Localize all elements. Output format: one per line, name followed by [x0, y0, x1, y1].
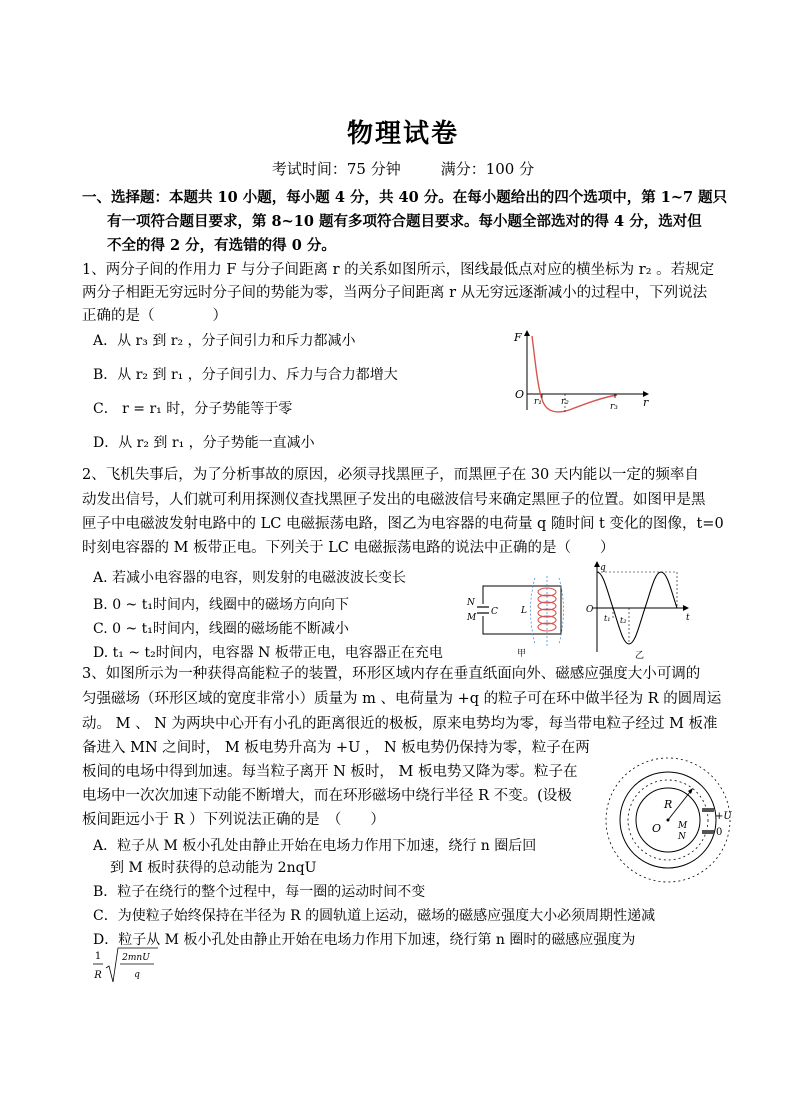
q1-option-a: A．从 r₃ 到 r₂ ，分子间引力和斥力都减小: [93, 333, 356, 349]
q3-stem-line5: 板间的电场中得到加速。每当粒子离开 N 板时， M 板电势又降为零。粒子在: [82, 764, 578, 780]
q1-origin: O: [515, 388, 525, 401]
q2-option-d: D. t₁ ~ t₂时间内，电容器 N 板带正电，电容器正在充电: [93, 645, 443, 661]
q1-option-b: B．从 r₂ 到 r₁ ，分子间引力、斥力与合力都增大: [93, 367, 398, 383]
section-heading-line3: 不全的得 2 分，有选错的得 0 分。: [107, 237, 336, 254]
q2-caption-yi: 乙: [635, 651, 645, 660]
q3-option-a-line2: 到 M 板时获得的总动能为 2nqU: [110, 860, 317, 876]
q3-label-N: N: [678, 832, 686, 842]
q2-stem-line2: 动发出信号，人们就可利用探测仪查找黑匣子发出的电磁波信号来确定黑匣子的位置。如图甲是黑: [82, 492, 706, 508]
page-title: 物理试卷: [346, 119, 459, 149]
q2-origin: O: [586, 605, 594, 615]
q1-option-c: C． r = r₁ 时，分子势能等于零: [93, 401, 293, 417]
section-heading-line2: 有一项符合题目要求，第 8~10 题有多项符合题目要求。每小题全部选对的得 4 分，选对但: [107, 213, 702, 230]
q3-label-R: R: [664, 798, 673, 811]
q2-label-M: M: [467, 613, 477, 623]
q2-option-c: C. 0 ~ t₁时间内，线圈的磁场能不断减小: [93, 621, 349, 637]
exam-time: 考试时间：75 分钟: [271, 160, 401, 178]
q2-stem-line4: 时刻电容器的 M 板带正电。下列关于 LC 电磁振荡电路的说法中正确的是（ ）: [82, 540, 615, 556]
q2-caption-jia: 甲: [517, 649, 527, 658]
q2-axis-q: q: [600, 563, 606, 573]
q2-label-N: N: [467, 598, 475, 608]
q2-option-b: B. 0 ~ t₁时间内，线圈中的磁场方向向下: [93, 597, 349, 613]
q3-stem-line7: 板间距远小于 R ）下列说法正确的是 （ ）: [82, 812, 385, 828]
q3-label-zero: 0: [716, 827, 723, 838]
q3-option-d: D．粒子从 M 板小孔处由静止开始在电场力作用下加速，绕行第 n 圈时的磁感应强度为: [93, 932, 636, 948]
q3-accelerator-diagram: [598, 750, 738, 890]
q3-stem-line4: 备进入 MN 之间时， M 板电势升高为 +U ， N 板电势仍保持为零，粒子在两: [82, 740, 590, 756]
q3-label-M: M: [678, 821, 688, 831]
formula-sqrt-numerator: 2mnU: [122, 953, 150, 963]
q3-label-O: O: [652, 822, 662, 835]
q1-option-d: D．从 r₂ 到 r₁ ，分子势能一直减小: [93, 435, 315, 451]
q2-stem-line3: 匣子中电磁波发射电路中的 LC 电磁振荡电路，图乙为电容器的电荷量 q 随时间 t 变化的图像，t=0: [82, 516, 724, 532]
formula-sqrt-denominator: q: [134, 970, 140, 980]
q2-axis-t: t: [686, 613, 690, 623]
q2-label-L: L: [521, 606, 527, 616]
q2-stem-line1: 2、飞机失事后，为了分析事故的原因，必须寻找黑匣子，而黑匣子在 30 天内能以一定的频率自: [82, 467, 699, 483]
q2-label-t2: t₂: [620, 616, 627, 625]
q3-option-c: C．为使粒子始终保持在半径为 R 的圆轨道上运动，磁场的磁感应强度大小必须周期性递减: [93, 908, 656, 924]
q3-stem-line1: 3、如图所示为一种获得高能粒子的装置，环形区域内存在垂直纸面向外、磁感应强度大小可调的: [82, 666, 701, 682]
q2-charge-graph: [585, 560, 695, 660]
q1-label-r3: r₃: [610, 402, 618, 412]
full-score: 满分：100 分: [440, 160, 535, 178]
q3-stem-line6: 电场中一次次加速下动能不断增大，而在环形磁场中绕行半径 R 不变。(设极: [82, 788, 572, 804]
q3-label-plusU: +U: [715, 811, 732, 822]
q1-stem-line2: 两分子相距无穷远时分子间的势能为零，当两分子间距离 r 从无穷远逐渐减小的过程中，下列说法: [82, 285, 708, 301]
q3-option-a-line1: A．粒子从 M 板小孔处由静止开始在电场力作用下加速，绕行 n 圈后回: [93, 838, 537, 854]
q1-axis-r: r: [643, 396, 649, 409]
q3-formula: [92, 946, 172, 986]
formula-numerator: 1: [94, 951, 102, 962]
q2-option-a: A. 若减小电容器的电容，则发射的电磁波波长变长: [93, 570, 407, 586]
q2-label-C: C: [491, 607, 498, 617]
q2-lc-circuit: [463, 570, 578, 658]
q1-stem-line3: 正确的是（ ）: [82, 308, 227, 324]
q1-axis-F: F: [514, 331, 522, 344]
q3-stem-line3: 动。 M 、 N 为两块中心开有小孔的距离很近的极板，原来电势均为零，每当带电粒子经过 M 板准: [82, 716, 718, 732]
q1-force-graph: [505, 328, 650, 418]
q3-stem-line2: 匀强磁场（环形区域的宽度非常小）质量为 m 、电荷量为 +q 的粒子可在环中做半径为 R 的圆周运: [82, 691, 722, 707]
q1-stem-line1: 1、两分子间的作用力 F 与分子间距离 r 的关系如图所示，图线最低点对应的横坐标为 r₂ 。若规定: [82, 262, 715, 278]
q1-label-r2: r₂: [561, 397, 569, 407]
section-heading-line1: 一、选择题：本题共 10 小题，每小题 4 分，共 40 分。在每小题给出的四个选项中，第 1~7 题只: [82, 189, 728, 206]
formula-denominator: R: [94, 970, 102, 981]
exam-info: [0, 158, 806, 179]
q1-label-r1: r₁: [534, 397, 542, 407]
q3-option-b: B．粒子在绕行的整个过程中，每一圈的运动时间不变: [93, 884, 426, 900]
q2-label-t1: t₁: [604, 614, 611, 623]
